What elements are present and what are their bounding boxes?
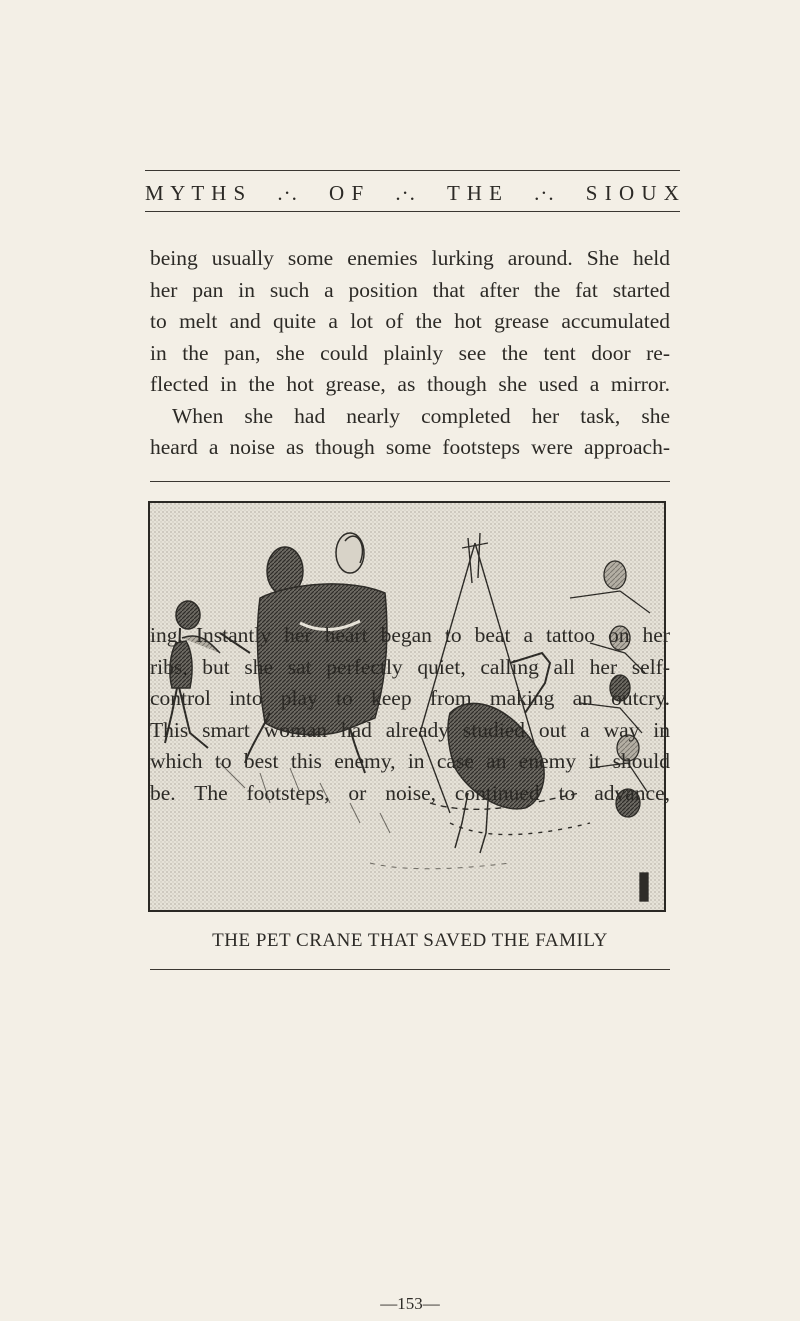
text-line: which to best this enemy, in case an enemy it should <box>150 749 670 773</box>
text-line: control into play to keep from making an outcry. <box>150 686 670 710</box>
text-line: ribs, but she sat perfectly quiet, calling all her self- <box>150 654 670 679</box>
running-head-separator: .·. <box>395 180 416 205</box>
text-line: heard a noise as though some footsteps were approach- <box>150 435 670 459</box>
header-rule-top <box>145 170 680 171</box>
running-head-word: S I O U X <box>585 180 680 205</box>
illustration-caption: THE PET CRANE THAT SAVED THE FAMILY <box>212 930 608 951</box>
running-head-separator: .·. <box>534 180 555 205</box>
text-line: flected in the hot grease, as though she used a mirror. <box>150 372 670 396</box>
text-line: ing. Instantly her heart began to beat a tattoo on her <box>150 623 670 647</box>
text-line: being usually some enemies lurking around. She held <box>150 246 670 270</box>
running-head-word: T H E <box>447 180 503 205</box>
paragraph-2 <box>150 620 670 809</box>
paragraph-1 <box>150 243 670 464</box>
page-number: —153— <box>380 1294 440 1313</box>
plate-rule-bottom <box>150 969 670 970</box>
text-line: her pan in such a position that after the fat started <box>150 277 670 302</box>
text-line: be. The footsteps, or noise, continued to advance, <box>150 780 670 805</box>
running-head-separator: .·. <box>277 180 298 205</box>
header-rule-bottom <box>145 211 680 212</box>
text-line: in the pan, she could plainly see the tent door re- <box>150 340 670 365</box>
running-head <box>145 178 680 208</box>
text-line: This smart woman had already studied out a way in <box>150 717 670 742</box>
plate-rule-top <box>150 481 670 482</box>
text-line: When she had nearly completed her task, she <box>172 403 670 428</box>
text-line: to melt and quite a lot of the hot grease accumulated <box>150 309 670 333</box>
running-head-word: O F <box>329 180 365 205</box>
running-head-word: M Y T H S <box>145 180 247 205</box>
